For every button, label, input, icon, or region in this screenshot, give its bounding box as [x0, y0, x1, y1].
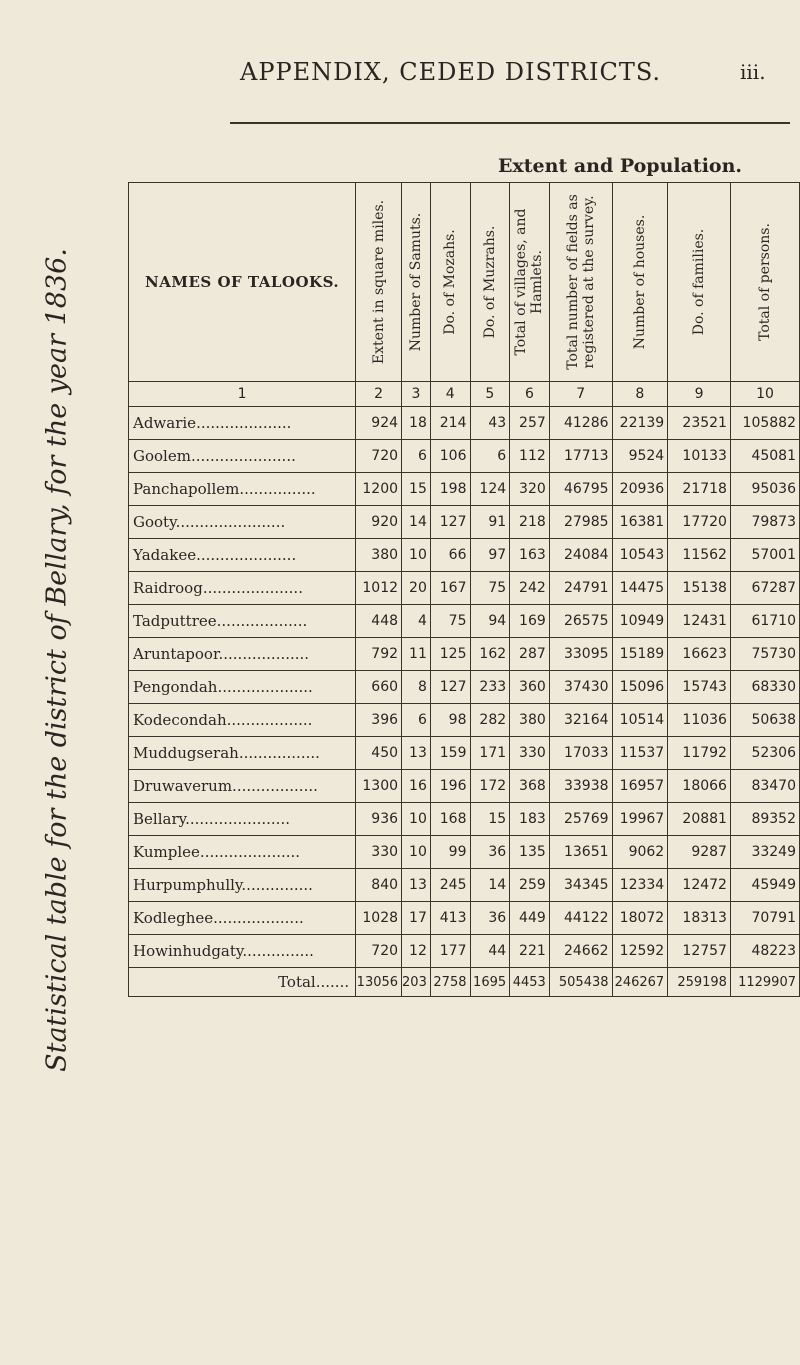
value-cell: 8 [402, 671, 431, 704]
total-cell: 13056 [356, 968, 402, 997]
dot-leader: ...................... [190, 447, 296, 465]
value-cell: 660 [356, 671, 402, 704]
value-cell: 1200 [356, 473, 402, 506]
value-cell: 792 [356, 638, 402, 671]
dot-leader: ................... [216, 612, 308, 630]
table-row [129, 902, 800, 935]
value-cell: 50638 [730, 704, 799, 737]
value-cell: 83470 [730, 770, 799, 803]
value-cell: 44122 [549, 902, 612, 935]
value-cell: 287 [510, 638, 550, 671]
value-cell: 33095 [549, 638, 612, 671]
table-row [129, 605, 800, 638]
value-cell: 75730 [730, 638, 799, 671]
value-cell: 9062 [612, 836, 668, 869]
value-cell: 105882 [730, 407, 799, 440]
value-cell: 27985 [549, 506, 612, 539]
value-cell: 259 [510, 869, 550, 902]
value-cell: 24084 [549, 539, 612, 572]
value-cell: 36 [470, 902, 510, 935]
talook-name-cell [129, 902, 356, 935]
total-cell: 505438 [549, 968, 612, 997]
table-title: Extent and Population. [497, 155, 743, 177]
value-cell: 171 [470, 737, 510, 770]
total-cell: 203 [402, 968, 431, 997]
value-cell: 46795 [549, 473, 612, 506]
talook-name-cell [129, 638, 356, 671]
value-cell: 11036 [668, 704, 731, 737]
total-label: Total....... [129, 968, 356, 997]
value-cell: 68330 [730, 671, 799, 704]
table-body [129, 407, 800, 968]
header-rule [230, 122, 790, 124]
table-row [129, 506, 800, 539]
value-cell: 233 [470, 671, 510, 704]
talook-name: Gooty [133, 513, 176, 531]
value-cell: 127 [430, 506, 470, 539]
value-cell: 172 [470, 770, 510, 803]
header-houses: Number of houses. [612, 183, 668, 382]
value-cell: 12592 [612, 935, 668, 968]
value-cell: 16957 [612, 770, 668, 803]
value-cell: 26575 [549, 605, 612, 638]
value-cell: 12472 [668, 869, 731, 902]
value-cell: 17720 [668, 506, 731, 539]
value-cell: 127 [430, 671, 470, 704]
value-cell: 282 [470, 704, 510, 737]
talook-name: Panchapollem [133, 480, 240, 498]
value-cell: 24662 [549, 935, 612, 968]
value-cell: 242 [510, 572, 550, 605]
value-cell: 16381 [612, 506, 668, 539]
talook-name: Kodecondah [133, 711, 227, 729]
talook-name-cell [129, 704, 356, 737]
table-row [129, 440, 800, 473]
value-cell: 44 [470, 935, 510, 968]
talook-name-cell [129, 935, 356, 968]
value-cell: 162 [470, 638, 510, 671]
table-row [129, 473, 800, 506]
value-cell: 196 [430, 770, 470, 803]
value-cell: 41286 [549, 407, 612, 440]
header-families: Do. of families. [668, 183, 731, 382]
value-cell: 10 [402, 836, 431, 869]
table-row [129, 737, 800, 770]
value-cell: 257 [510, 407, 550, 440]
talook-name-cell [129, 770, 356, 803]
talook-name: Pengondah [133, 678, 218, 696]
value-cell: 14 [402, 506, 431, 539]
value-cell: 99 [430, 836, 470, 869]
talook-name-cell [129, 407, 356, 440]
value-cell: 15096 [612, 671, 668, 704]
value-cell: 17033 [549, 737, 612, 770]
value-cell: 61710 [730, 605, 799, 638]
value-cell: 11537 [612, 737, 668, 770]
table-row [129, 935, 800, 968]
total-cell: 2758 [430, 968, 470, 997]
value-cell: 36 [470, 836, 510, 869]
value-cell: 6 [470, 440, 510, 473]
table-row [129, 539, 800, 572]
value-cell: 14 [470, 869, 510, 902]
value-cell: 97 [470, 539, 510, 572]
talook-name: Hurpumphully [133, 876, 242, 894]
value-cell: 125 [430, 638, 470, 671]
header-villages-hamlets: Total of villages, and Hamlets. [510, 183, 550, 382]
total-cell: 246267 [612, 968, 668, 997]
value-cell: 177 [430, 935, 470, 968]
value-cell: 9524 [612, 440, 668, 473]
value-cell: 37430 [549, 671, 612, 704]
header-muzrahs: Do. of Muzrahs. [470, 183, 510, 382]
column-number: 1 [129, 382, 356, 407]
column-number: 6 [510, 382, 550, 407]
value-cell: 330 [510, 737, 550, 770]
value-cell: 936 [356, 803, 402, 836]
value-cell: 11792 [668, 737, 731, 770]
dot-leader: ................... [218, 645, 310, 663]
value-cell: 330 [356, 836, 402, 869]
value-cell: 12334 [612, 869, 668, 902]
value-cell: 20 [402, 572, 431, 605]
talook-name: Goolem [133, 447, 191, 465]
table-row [129, 671, 800, 704]
side-caption-text: Statistical table for the district of Bellary, for the year 1836. [41, 248, 73, 1072]
value-cell: 112 [510, 440, 550, 473]
value-cell: 75 [470, 572, 510, 605]
value-cell: 57001 [730, 539, 799, 572]
value-cell: 20881 [668, 803, 731, 836]
column-number: 7 [549, 382, 612, 407]
value-cell: 95036 [730, 473, 799, 506]
total-cell: 1695 [470, 968, 510, 997]
value-cell: 12 [402, 935, 431, 968]
running-header [0, 50, 800, 90]
talook-name: Druwaverum [133, 777, 233, 795]
value-cell: 159 [430, 737, 470, 770]
talook-name: Bellary [133, 810, 186, 828]
value-cell: 380 [356, 539, 402, 572]
talook-name-cell [129, 572, 356, 605]
table-row [129, 572, 800, 605]
value-cell: 45081 [730, 440, 799, 473]
talook-name: Kumplee [133, 843, 200, 861]
value-cell: 89352 [730, 803, 799, 836]
talook-name: Howinhudgaty [133, 942, 243, 960]
value-cell: 360 [510, 671, 550, 704]
value-cell: 15 [402, 473, 431, 506]
value-cell: 163 [510, 539, 550, 572]
value-cell: 380 [510, 704, 550, 737]
dot-leader: ..................... [199, 843, 301, 861]
value-cell: 124 [470, 473, 510, 506]
value-cell: 218 [510, 506, 550, 539]
value-cell: 245 [430, 869, 470, 902]
dot-leader: ............... [241, 876, 313, 894]
value-cell: 14475 [612, 572, 668, 605]
value-cell: 10543 [612, 539, 668, 572]
column-number: 10 [730, 382, 799, 407]
value-cell: 920 [356, 506, 402, 539]
value-cell: 198 [430, 473, 470, 506]
value-cell: 320 [510, 473, 550, 506]
value-cell: 16 [402, 770, 431, 803]
value-cell: 168 [430, 803, 470, 836]
statistics-table [128, 182, 800, 997]
value-cell: 25769 [549, 803, 612, 836]
page-number: iii. [740, 60, 766, 84]
header-mozahs: Do. of Mozahs. [430, 183, 470, 382]
value-cell: 16623 [668, 638, 731, 671]
value-cell: 6 [402, 440, 431, 473]
value-cell: 94 [470, 605, 510, 638]
talook-name-cell [129, 473, 356, 506]
value-cell: 450 [356, 737, 402, 770]
table-row [129, 836, 800, 869]
value-cell: 924 [356, 407, 402, 440]
header-persons: Total of persons. [730, 183, 799, 382]
value-cell: 449 [510, 902, 550, 935]
value-cell: 33249 [730, 836, 799, 869]
value-cell: 21718 [668, 473, 731, 506]
table-header-row [129, 183, 800, 382]
value-cell: 79873 [730, 506, 799, 539]
column-number: 9 [668, 382, 731, 407]
column-number: 3 [402, 382, 431, 407]
side-caption [40, 80, 74, 1240]
value-cell: 10949 [612, 605, 668, 638]
header-talooks: NAMES OF TALOOKS. [129, 183, 356, 382]
talook-name: Kodleghee [133, 909, 214, 927]
value-cell: 18313 [668, 902, 731, 935]
value-cell: 18 [402, 407, 431, 440]
value-cell: 1012 [356, 572, 402, 605]
talook-name-cell [129, 737, 356, 770]
value-cell: 23521 [668, 407, 731, 440]
value-cell: 13 [402, 737, 431, 770]
dot-leader: ................. [238, 744, 320, 762]
value-cell: 32164 [549, 704, 612, 737]
value-cell: 4 [402, 605, 431, 638]
value-cell: 91 [470, 506, 510, 539]
talook-name-cell [129, 539, 356, 572]
dot-leader: ............... [242, 942, 314, 960]
value-cell: 12757 [668, 935, 731, 968]
value-cell: 11562 [668, 539, 731, 572]
value-cell: 1300 [356, 770, 402, 803]
value-cell: 20936 [612, 473, 668, 506]
value-cell: 413 [430, 902, 470, 935]
table-row [129, 803, 800, 836]
value-cell: 33938 [549, 770, 612, 803]
talook-name: Adwarie [133, 414, 197, 432]
column-number: 4 [430, 382, 470, 407]
value-cell: 17 [402, 902, 431, 935]
value-cell: 18072 [612, 902, 668, 935]
talook-name: Yadakee [133, 546, 197, 564]
talook-name-cell [129, 869, 356, 902]
value-cell: 67287 [730, 572, 799, 605]
value-cell: 396 [356, 704, 402, 737]
value-cell: 368 [510, 770, 550, 803]
value-cell: 52306 [730, 737, 799, 770]
value-cell: 214 [430, 407, 470, 440]
value-cell: 10514 [612, 704, 668, 737]
table-row [129, 770, 800, 803]
value-cell: 9287 [668, 836, 731, 869]
dot-leader: .................... [217, 678, 313, 696]
value-cell: 43 [470, 407, 510, 440]
talook-name-cell [129, 671, 356, 704]
header-samuts: Number of Samuts. [402, 183, 431, 382]
header-fields: Total number of fields as registered at the survey. [549, 183, 612, 382]
table-row [129, 407, 800, 440]
value-cell: 12431 [668, 605, 731, 638]
value-cell: 22139 [612, 407, 668, 440]
dot-leader: .................. [226, 711, 313, 729]
value-cell: 135 [510, 836, 550, 869]
table-row [129, 704, 800, 737]
talook-name-cell [129, 803, 356, 836]
value-cell: 167 [430, 572, 470, 605]
total-row [129, 968, 800, 997]
value-cell: 10133 [668, 440, 731, 473]
dot-leader: ................ [239, 480, 316, 498]
value-cell: 13 [402, 869, 431, 902]
value-cell: 98 [430, 704, 470, 737]
value-cell: 48223 [730, 935, 799, 968]
dot-leader: ................... [213, 909, 304, 927]
dot-leader: ..................... [202, 579, 303, 597]
value-cell: 11 [402, 638, 431, 671]
talook-name-cell [129, 440, 356, 473]
value-cell: 15743 [668, 671, 731, 704]
value-cell: 18066 [668, 770, 731, 803]
dot-leader: ...................... [185, 810, 290, 828]
header-extent: Extent in square miles. [356, 183, 402, 382]
value-cell: 840 [356, 869, 402, 902]
running-title: APPENDIX, CEDED DISTRICTS. [240, 58, 662, 86]
value-cell: 75 [430, 605, 470, 638]
table-row [129, 869, 800, 902]
total-cell: 4453 [510, 968, 550, 997]
value-cell: 45949 [730, 869, 799, 902]
talook-name-cell [129, 836, 356, 869]
dot-leader: .................... [196, 414, 292, 432]
value-cell: 15 [470, 803, 510, 836]
talook-name: Muddugserah [133, 744, 239, 762]
value-cell: 66 [430, 539, 470, 572]
column-number: 5 [470, 382, 510, 407]
value-cell: 1028 [356, 902, 402, 935]
talook-name-cell [129, 506, 356, 539]
total-cell: 1129907 [730, 968, 799, 997]
dot-leader: ..................... [196, 546, 297, 564]
value-cell: 106 [430, 440, 470, 473]
value-cell: 19967 [612, 803, 668, 836]
value-cell: 720 [356, 440, 402, 473]
value-cell: 6 [402, 704, 431, 737]
value-cell: 15138 [668, 572, 731, 605]
talook-name: Aruntapoor [133, 645, 219, 663]
value-cell: 183 [510, 803, 550, 836]
dot-leader: .................. [232, 777, 318, 795]
value-cell: 10 [402, 803, 431, 836]
value-cell: 70791 [730, 902, 799, 935]
column-number: 2 [356, 382, 402, 407]
value-cell: 24791 [549, 572, 612, 605]
value-cell: 34345 [549, 869, 612, 902]
value-cell: 10 [402, 539, 431, 572]
value-cell: 15189 [612, 638, 668, 671]
value-cell: 221 [510, 935, 550, 968]
talook-name-cell [129, 605, 356, 638]
value-cell: 17713 [549, 440, 612, 473]
talook-name: Tadputtree [133, 612, 217, 630]
column-number-row [129, 382, 800, 407]
value-cell: 169 [510, 605, 550, 638]
value-cell: 448 [356, 605, 402, 638]
value-cell: 13651 [549, 836, 612, 869]
dot-leader: ....................... [175, 513, 286, 531]
value-cell: 720 [356, 935, 402, 968]
table-row [129, 638, 800, 671]
column-number: 8 [612, 382, 668, 407]
talook-name: Raidroog [133, 579, 203, 597]
total-cell: 259198 [668, 968, 731, 997]
